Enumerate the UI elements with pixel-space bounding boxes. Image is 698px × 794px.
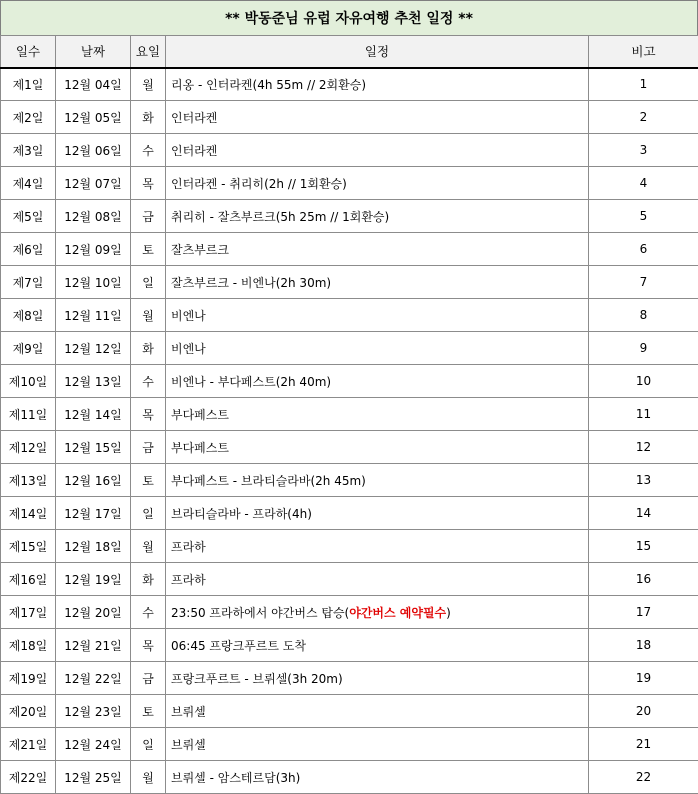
- cell-plan: [166, 398, 589, 431]
- cell-day: 제6일: [1, 233, 56, 266]
- plan-text: 프라하: [171, 572, 206, 587]
- cell-note: 14: [589, 497, 698, 530]
- table-row: [1, 761, 698, 794]
- cell-plan: [166, 68, 589, 101]
- cell-weekday: 월: [131, 299, 166, 332]
- cell-date: 12월 24일: [56, 728, 131, 761]
- cell-plan: [166, 728, 589, 761]
- cell-day: 제17일: [1, 596, 56, 629]
- table-row: [1, 662, 698, 695]
- plan-text-end: ): [446, 605, 451, 620]
- cell-plan: [166, 332, 589, 365]
- cell-weekday: 화: [131, 563, 166, 596]
- plan-text: 취리히 - 잘츠부르크(5h 25m // 1회환승): [171, 209, 390, 224]
- cell-day: 제15일: [1, 530, 56, 563]
- cell-day: 제2일: [1, 101, 56, 134]
- cell-note: 5: [589, 200, 698, 233]
- table-row: [1, 431, 698, 464]
- cell-day: 제21일: [1, 728, 56, 761]
- plan-text: 잘츠부르크 - 비엔나(2h 30m): [171, 275, 332, 290]
- cell-date: 12월 19일: [56, 563, 131, 596]
- cell-day: 제22일: [1, 761, 56, 794]
- plan-text: 비엔나: [171, 308, 206, 323]
- cell-weekday: 화: [131, 332, 166, 365]
- table-row: [1, 233, 698, 266]
- cell-weekday: 목: [131, 398, 166, 431]
- table-row: [1, 398, 698, 431]
- cell-weekday: 목: [131, 167, 166, 200]
- cell-note: 22: [589, 761, 698, 794]
- cell-weekday: 화: [131, 101, 166, 134]
- plan-text: 부다페스트 - 브라티슬라바(2h 45m): [171, 473, 366, 488]
- table-row: [1, 266, 698, 299]
- table-row: [1, 596, 698, 629]
- cell-note: 4: [589, 167, 698, 200]
- table-row: [1, 167, 698, 200]
- cell-plan: [166, 629, 589, 662]
- cell-weekday: 일: [131, 728, 166, 761]
- cell-note: 9: [589, 332, 698, 365]
- cell-note: 17: [589, 596, 698, 629]
- cell-date: 12월 07일: [56, 167, 131, 200]
- plan-text: 브뤼셀: [171, 737, 206, 752]
- cell-day: 제4일: [1, 167, 56, 200]
- cell-plan: [166, 101, 589, 134]
- cell-note: 19: [589, 662, 698, 695]
- plan-text: 비엔나: [171, 341, 206, 356]
- cell-date: 12월 21일: [56, 629, 131, 662]
- table-row: [1, 332, 698, 365]
- cell-day: 제3일: [1, 134, 56, 167]
- cell-plan: [166, 266, 589, 299]
- cell-date: 12월 04일: [56, 68, 131, 101]
- cell-plan: [166, 464, 589, 497]
- cell-plan: [166, 497, 589, 530]
- cell-day: 제11일: [1, 398, 56, 431]
- cell-day: 제8일: [1, 299, 56, 332]
- cell-weekday: 금: [131, 200, 166, 233]
- header-note: 비고: [589, 36, 698, 68]
- cell-plan: [166, 563, 589, 596]
- plan-text: 프랑크푸르트 - 브뤼셀(3h 20m): [171, 671, 343, 686]
- cell-weekday: 토: [131, 695, 166, 728]
- cell-day: 제20일: [1, 695, 56, 728]
- cell-plan: [166, 134, 589, 167]
- plan-text: 23:50 프라하에서 야간버스 탑승(: [171, 605, 350, 620]
- cell-note: 3: [589, 134, 698, 167]
- plan-text: 부다페스트: [171, 407, 229, 422]
- cell-note: 13: [589, 464, 698, 497]
- table-row: [1, 563, 698, 596]
- cell-plan: [166, 662, 589, 695]
- cell-weekday: 수: [131, 134, 166, 167]
- plan-warning: 야간버스 예약필수: [349, 605, 447, 620]
- cell-plan: [166, 167, 589, 200]
- cell-date: 12월 09일: [56, 233, 131, 266]
- cell-note: 6: [589, 233, 698, 266]
- cell-day: 제16일: [1, 563, 56, 596]
- cell-note: 20: [589, 695, 698, 728]
- cell-date: 12월 22일: [56, 662, 131, 695]
- cell-weekday: 월: [131, 68, 166, 101]
- cell-date: 12월 13일: [56, 365, 131, 398]
- header-row: [1, 36, 698, 68]
- cell-date: 12월 05일: [56, 101, 131, 134]
- cell-date: 12월 17일: [56, 497, 131, 530]
- cell-day: 제9일: [1, 332, 56, 365]
- cell-weekday: 일: [131, 266, 166, 299]
- cell-plan: [166, 200, 589, 233]
- cell-date: 12월 11일: [56, 299, 131, 332]
- cell-day: 제18일: [1, 629, 56, 662]
- table-row: [1, 497, 698, 530]
- cell-note: 15: [589, 530, 698, 563]
- cell-day: 제14일: [1, 497, 56, 530]
- cell-date: 12월 20일: [56, 596, 131, 629]
- cell-day: 제13일: [1, 464, 56, 497]
- cell-note: 1: [589, 68, 698, 101]
- table-row: [1, 728, 698, 761]
- cell-date: 12월 08일: [56, 200, 131, 233]
- table-row: [1, 464, 698, 497]
- cell-day: 제12일: [1, 431, 56, 464]
- cell-date: 12월 23일: [56, 695, 131, 728]
- cell-note: 8: [589, 299, 698, 332]
- header-weekday: 요일: [131, 36, 166, 68]
- header-date: 날짜: [56, 36, 131, 68]
- cell-date: 12월 12일: [56, 332, 131, 365]
- cell-weekday: 금: [131, 431, 166, 464]
- plan-text: 리옹 - 인터라켄(4h 55m // 2회환승): [171, 77, 367, 92]
- cell-note: 18: [589, 629, 698, 662]
- cell-plan: [166, 596, 589, 629]
- table-row: [1, 68, 698, 101]
- table-row: [1, 299, 698, 332]
- cell-plan: [166, 365, 589, 398]
- plan-text: 브라티슬라바 - 프라하(4h): [171, 506, 312, 521]
- plan-text: 인터라켄: [171, 143, 218, 158]
- cell-note: 7: [589, 266, 698, 299]
- table-row: [1, 695, 698, 728]
- plan-text: 프라하: [171, 539, 206, 554]
- cell-note: 12: [589, 431, 698, 464]
- plan-text: 브뤼셀 - 암스테르담(3h): [171, 770, 301, 785]
- plan-text: 브뤼셀: [171, 704, 206, 719]
- cell-note: 11: [589, 398, 698, 431]
- cell-date: 12월 16일: [56, 464, 131, 497]
- cell-plan: [166, 530, 589, 563]
- table-row: [1, 101, 698, 134]
- table-row: [1, 134, 698, 167]
- header-day: 일수: [1, 36, 56, 68]
- cell-date: 12월 10일: [56, 266, 131, 299]
- cell-weekday: 토: [131, 233, 166, 266]
- plan-text: 잘츠부르크: [171, 242, 229, 257]
- cell-date: 12월 14일: [56, 398, 131, 431]
- cell-note: 2: [589, 101, 698, 134]
- cell-weekday: 수: [131, 365, 166, 398]
- plan-text: 비엔나 - 부다페스트(2h 40m): [171, 374, 332, 389]
- cell-date: 12월 18일: [56, 530, 131, 563]
- cell-weekday: 금: [131, 662, 166, 695]
- header-plan: 일정: [166, 36, 589, 68]
- cell-day: 제1일: [1, 68, 56, 101]
- plan-text: 인터라켄: [171, 110, 218, 125]
- plan-text: 06:45 프랑크푸르트 도착: [171, 638, 306, 653]
- cell-day: 제19일: [1, 662, 56, 695]
- cell-plan: [166, 299, 589, 332]
- cell-note: 16: [589, 563, 698, 596]
- cell-weekday: 월: [131, 761, 166, 794]
- cell-date: 12월 15일: [56, 431, 131, 464]
- table-row: [1, 365, 698, 398]
- cell-weekday: 토: [131, 464, 166, 497]
- cell-plan: [166, 431, 589, 464]
- cell-day: 제10일: [1, 365, 56, 398]
- sheet-title: ** 박동준님 유럽 자유여행 추천 일정 **: [0, 0, 698, 35]
- cell-plan: [166, 761, 589, 794]
- cell-weekday: 월: [131, 530, 166, 563]
- plan-text: 부다페스트: [171, 440, 229, 455]
- cell-plan: [166, 233, 589, 266]
- cell-note: 21: [589, 728, 698, 761]
- table-row: [1, 530, 698, 563]
- table-row: [1, 629, 698, 662]
- itinerary-table: [0, 35, 698, 794]
- cell-date: 12월 06일: [56, 134, 131, 167]
- cell-day: 제7일: [1, 266, 56, 299]
- cell-day: 제5일: [1, 200, 56, 233]
- cell-date: 12월 25일: [56, 761, 131, 794]
- cell-note: 10: [589, 365, 698, 398]
- cell-weekday: 수: [131, 596, 166, 629]
- table-row: [1, 200, 698, 233]
- cell-weekday: 목: [131, 629, 166, 662]
- cell-weekday: 일: [131, 497, 166, 530]
- plan-text: 인터라켄 - 취리히(2h // 1회환승): [171, 176, 347, 191]
- cell-plan: [166, 695, 589, 728]
